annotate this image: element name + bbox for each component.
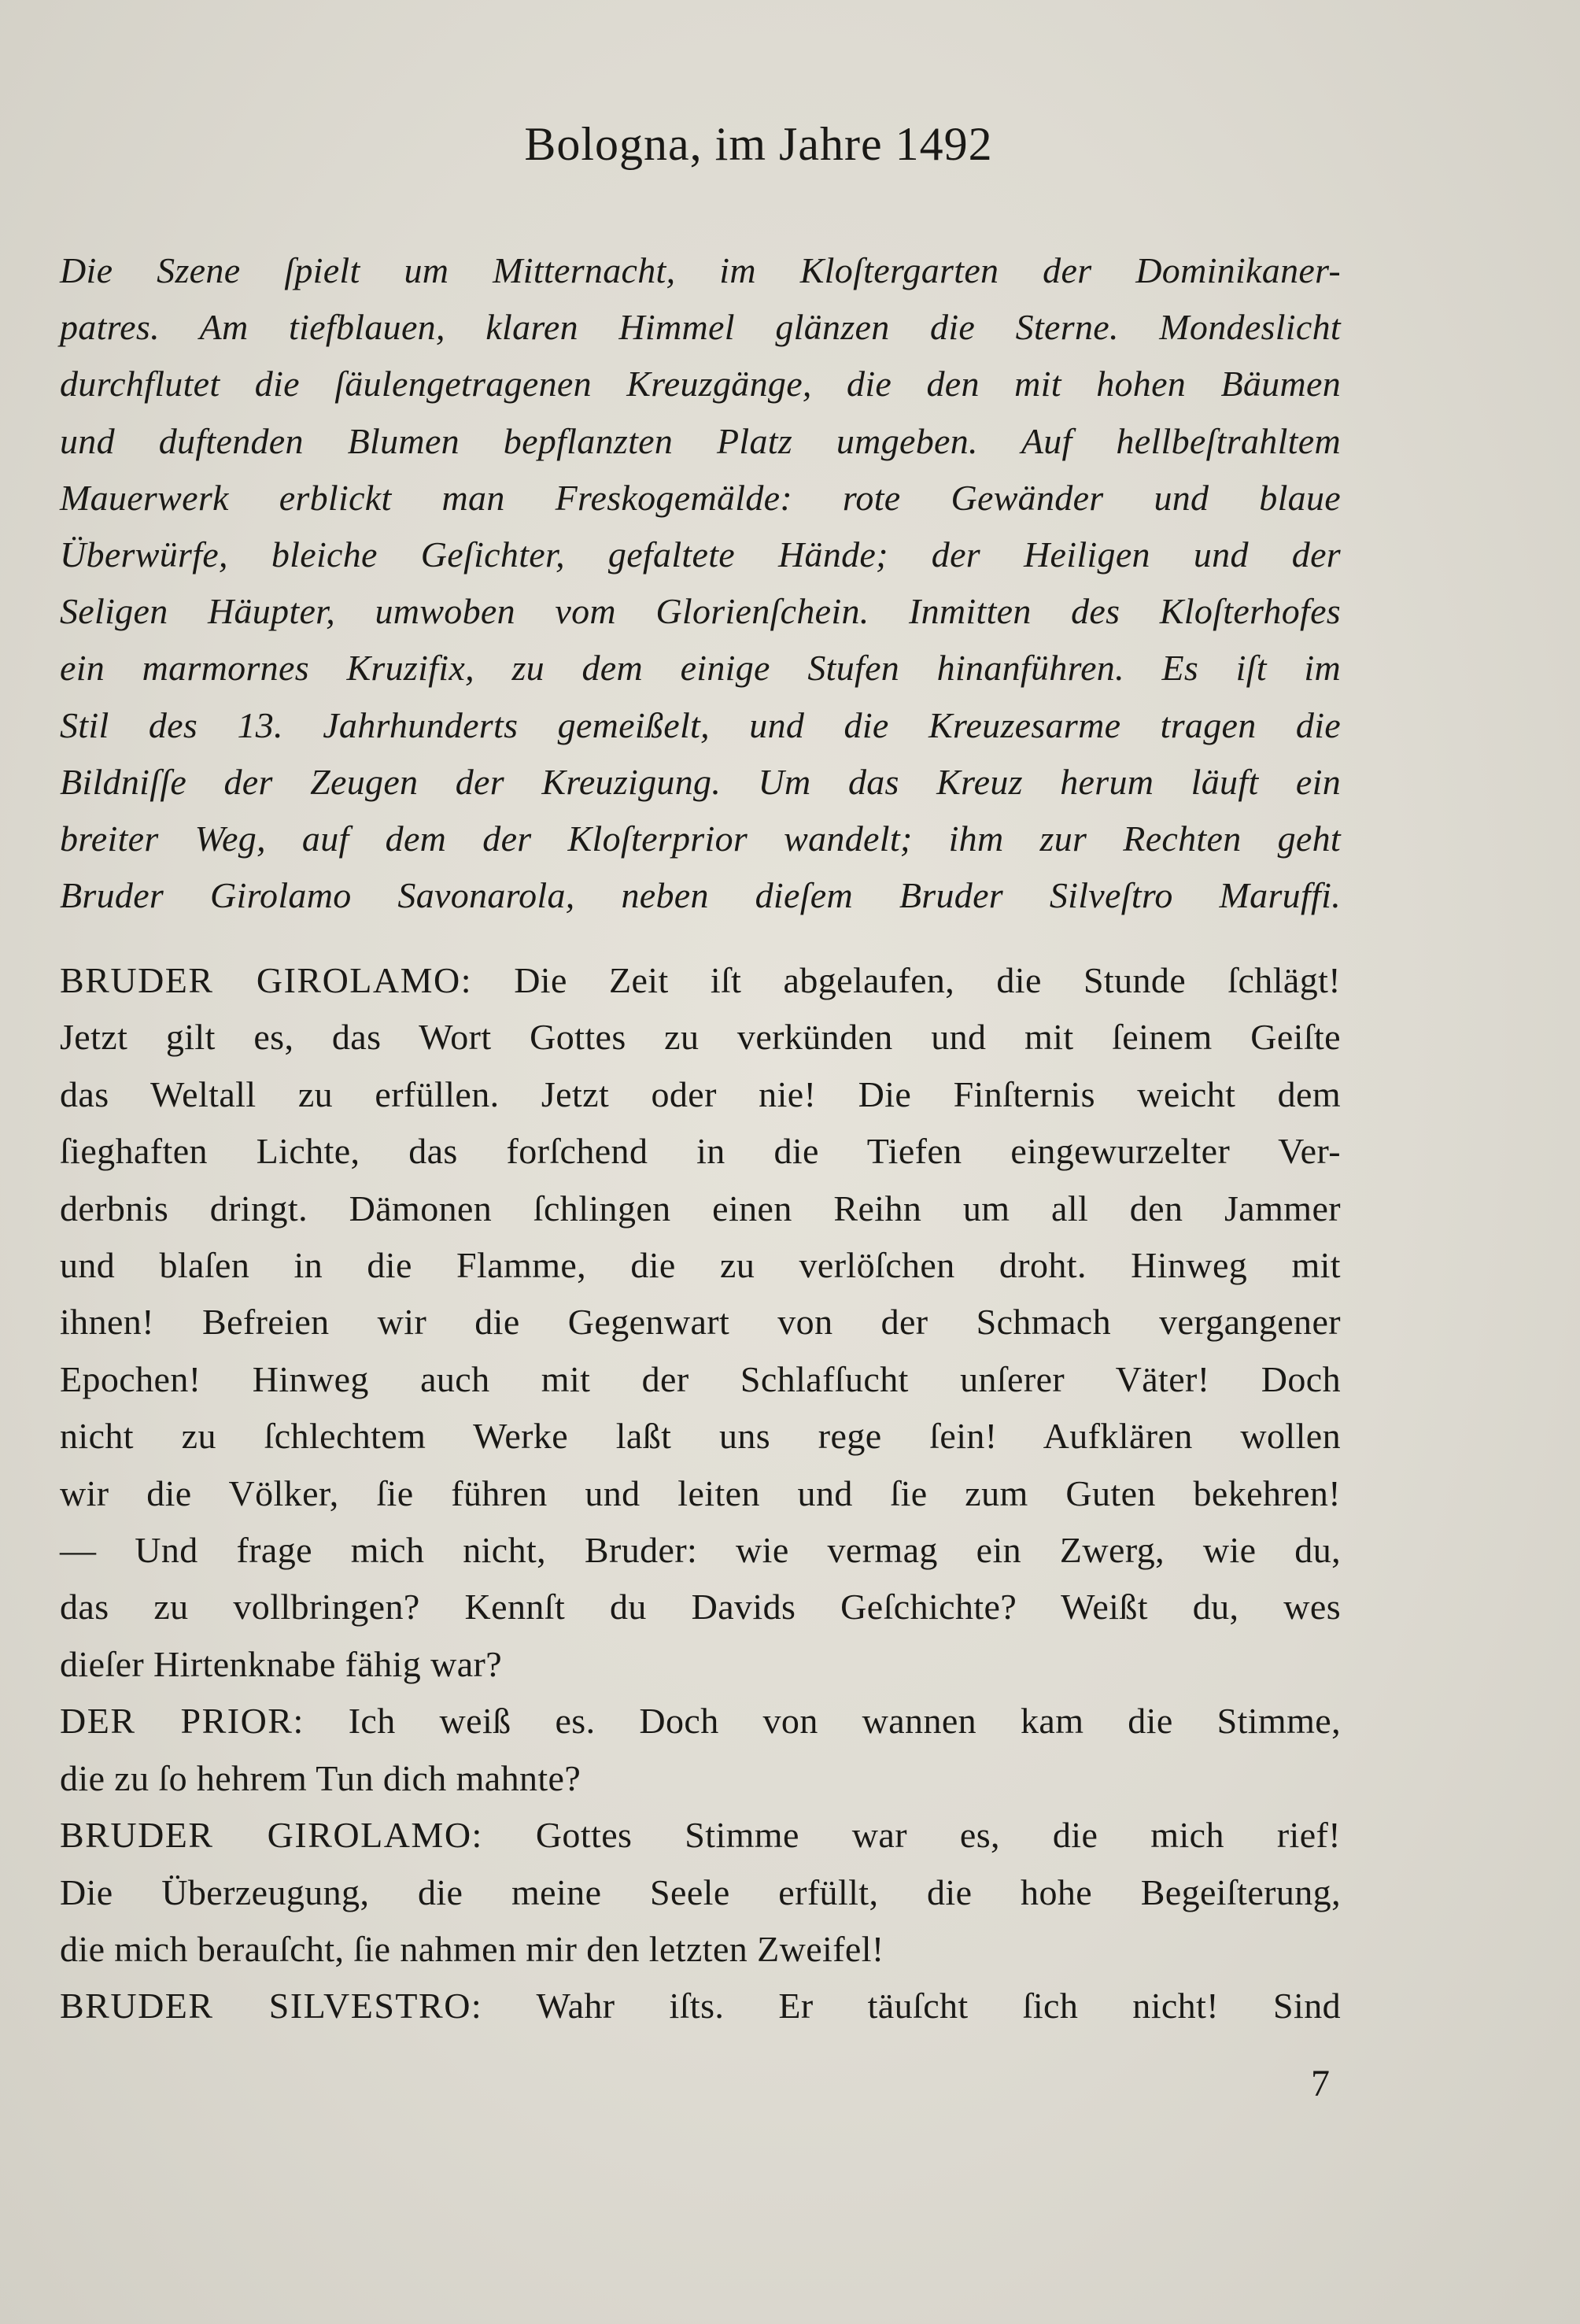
speech-text: Die Zeit iſt abgelaufen, die Stunde ſchlägt!: [514, 960, 1341, 1000]
speech-text: Die Überzeugung, die meine Seele erfüllt, die hohe Begeiſterung,: [60, 1871, 1341, 1912]
stage-direction-line: ein marmornes Kruzifix, zu dem einige Stufen hinanführen. Es iſt im: [60, 648, 1341, 689]
dialog-speech-start: [60, 1807, 1341, 1864]
dialog-line: [60, 1465, 1341, 1522]
stage-direction-line: und duftenden Blumen bepflanzten Platz umgeben. Auf hellbeſtrahltem: [60, 420, 1341, 461]
page-number: 7: [1311, 2063, 1330, 2104]
stage-direction-line: Seligen Häupter, umwoben vom Glorienſchein. Inmitten des Kloſterhofes: [60, 591, 1341, 632]
speech-text: die zu ſo hehrem Tun dich mahnte?: [60, 1757, 581, 1798]
dialog-speech-start: [60, 1978, 1341, 2034]
stage-direction-line: patres. Am tiefblauen, klaren Himmel glänzen die Sterne. Mondeslicht: [60, 307, 1341, 348]
speech-text: nicht zu ſchlechtem Werke laßt uns rege ſein! Aufklären wollen: [60, 1416, 1341, 1457]
dialog-line: [60, 1237, 1341, 1294]
dialog-line: [60, 1579, 1341, 1635]
dialog-line: [60, 1066, 1341, 1123]
dialog-line: [60, 1408, 1341, 1465]
stage-direction-line: Mauerwerk erblickt man Freskogemälde: rote Gewänder und blaue: [60, 477, 1341, 518]
speaker-name: DER PRIOR:: [60, 1701, 305, 1742]
speaker-name: BRUDER GIROLAMO:: [60, 1815, 483, 1856]
speaker-name: BRUDER GIROLAMO:: [60, 960, 473, 1000]
dialog-line: [60, 1750, 1341, 1807]
speech-text: Epochen! Hinweg auch mit der Schlafſucht unſerer Väter! Doch: [60, 1358, 1341, 1399]
speech-text: Gottes Stimme war es, die mich rief!: [535, 1815, 1341, 1856]
speech-text: — Und frage mich nicht, Bruder: wie vermag ein Zwerg, wie du,: [60, 1530, 1341, 1571]
stage-direction-line: breiter Weg, auf dem der Kloſterprior wandelt; ihm zur Rechten geht: [60, 818, 1341, 859]
speaker-name: BRUDER SILVESTRO:: [60, 1986, 483, 2027]
stage-direction-line: Bildniſſe der Zeugen der Kreuzigung. Um das Kreuz herum läuft ein: [60, 761, 1341, 802]
dialog-speech-start: [60, 952, 1341, 1009]
dialog-speech-start: [60, 1693, 1341, 1749]
dialog-line: [60, 1180, 1341, 1237]
dialog-line: [60, 1636, 1341, 1693]
speech-text: Jetzt gilt es, das Wort Gottes zu verkünden und mit ſeinem Geiſte: [60, 1017, 1341, 1058]
speech-text: und blaſen in die Flamme, die zu verlöſchen droht. Hinweg mit: [60, 1245, 1341, 1286]
dialog-line: [60, 1921, 1341, 1978]
stage-direction-line: Bruder Girolamo Savonarola, neben dieſem Bruder Silveſtro Maruffi.: [60, 875, 1341, 916]
speech-text: das Weltall zu erfüllen. Jetzt oder nie! Die Finſternis weicht dem: [60, 1073, 1341, 1114]
speech-text: Ich weiß es. Doch von wannen kam die Stimme,: [348, 1701, 1342, 1742]
speech-text: ſieghaften Lichte, das forſchend in die Tiefen eingewurzelter Ver-: [60, 1131, 1341, 1172]
scene-heading-text: Bologna, im Jahre 1492: [524, 118, 993, 170]
dialog-line: [60, 1351, 1341, 1408]
speech-text: derbnis dringt. Dämonen ſchlingen einen Reihn um all den Jammer: [60, 1188, 1341, 1229]
dialog-block: [60, 952, 1341, 2035]
stage-direction-line: Stil des 13. Jahrhunderts gemeißelt, und die Kreuzesarme tragen die: [60, 704, 1341, 745]
speech-text: ihnen! Befreien wir die Gegenwart von der Schmach vergangener: [60, 1302, 1341, 1343]
dialog-line: [60, 1294, 1341, 1350]
speech-text: wir die Völker, ſie führen und leiten und ſie zum Guten bekehren!: [60, 1472, 1341, 1513]
speech-text: die mich berauſcht, ſie nahmen mir den letzten Zweifel!: [60, 1928, 884, 1969]
dialog-line: [60, 1522, 1341, 1579]
scene-heading: [0, 116, 1580, 172]
speech-text: dieſer Hirtenknabe fähig war?: [60, 1643, 503, 1684]
stage-direction-line: Die Szene ſpielt um Mitternacht, im Kloſtergarten der Dominikaner-: [60, 250, 1341, 290]
speech-text: Wahr iſts. Er täuſcht ſich nicht! Sind: [536, 1986, 1342, 2027]
dialog-line: [60, 1864, 1341, 1921]
stage-direction-line: Überwürfe, bleiche Geſichter, gefaltete Hände; der Heiligen und der: [60, 534, 1341, 575]
stage-direction-line: durchflutet die ſäulengetragenen Kreuzgänge, die den mit hohen Bäumen: [60, 364, 1341, 405]
dialog-line: [60, 1009, 1341, 1066]
dialog-line: [60, 1123, 1341, 1180]
stage-direction: [60, 242, 1341, 924]
speech-text: das zu vollbringen? Kennſt du Davids Geſchichte? Weißt du, wes: [60, 1587, 1341, 1628]
